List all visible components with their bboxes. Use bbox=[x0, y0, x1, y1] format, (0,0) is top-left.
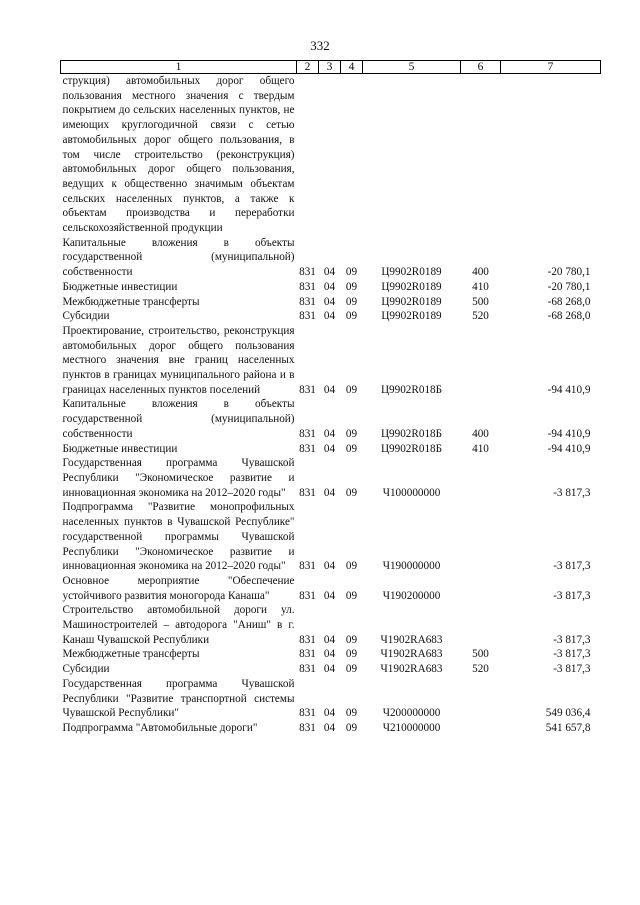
row-amount-cell: -3 817,3 bbox=[553, 589, 591, 602]
table-row bbox=[61, 721, 601, 736]
row-amount-cell: -3 817,3 bbox=[553, 560, 591, 573]
row-target-article-cell: Ц9902R0189 bbox=[381, 310, 442, 323]
row-section-cell: 04 bbox=[323, 486, 336, 499]
row-name-cell: Межбюджетные трансферты bbox=[62, 648, 200, 661]
table-row bbox=[61, 280, 601, 295]
row-name-cell: Подпрограмма "Автомобильные дороги" bbox=[62, 721, 258, 734]
header-col-4: 4 bbox=[341, 61, 363, 74]
table-row bbox=[61, 309, 601, 324]
row-subsection-cell: 09 bbox=[345, 560, 358, 573]
row-amount-cell: -3 817,3 bbox=[553, 663, 591, 676]
row-target-article-cell: Ц9902R0189 bbox=[381, 295, 442, 308]
row-grbs-cell: 831 bbox=[299, 486, 316, 499]
row-expense-type-cell bbox=[461, 324, 501, 398]
row-subsection-cell: 09 bbox=[345, 280, 358, 293]
table-row bbox=[61, 662, 601, 677]
row-expense-type-cell: 500 bbox=[472, 648, 489, 661]
row-name-cell: Основное мероприятие "Обеспечение устойчивого развития моногорода Канаша" bbox=[62, 574, 295, 602]
row-target-article-cell: Ч1902RA683 bbox=[380, 663, 443, 676]
row-section-cell: 04 bbox=[323, 721, 336, 734]
row-amount-cell: 549 036,4 bbox=[545, 707, 591, 720]
row-name-cell: Капитальные вложения в объекты государственной (муниципальной) собственности bbox=[62, 236, 295, 279]
row-grbs-cell: 831 bbox=[299, 589, 316, 602]
row-section-cell: 04 bbox=[323, 310, 336, 323]
row-target-article-cell: Ц9902R0189 bbox=[381, 266, 442, 279]
table-row bbox=[61, 647, 601, 662]
row-expense-type-cell bbox=[461, 574, 501, 603]
row-name-cell: Капитальные вложения в объекты государственной (муниципальной) собственности bbox=[62, 398, 295, 440]
header-col-6: 6 bbox=[461, 61, 501, 74]
header-row bbox=[61, 61, 601, 74]
row-expense-type-cell: 410 bbox=[472, 280, 489, 293]
row-name-cell: струкция) автомобильных дорог общего пользования местного значения с твердым покрытием до сельских населенных пунктов, не имеющих круглогодичной связи с сетью автомобильных дорог общего пользования, в том числе строительство (реконструкция) автомобильных дорог общего пользования, ведущих к общественно значимым объектам сельских населенных пунктов, а также к объектам производства и переработки сельскохозяйственной продукции bbox=[62, 75, 295, 235]
row-expense-type-cell: 500 bbox=[472, 295, 489, 308]
row-name-cell: Субсидии bbox=[62, 663, 110, 676]
table-row bbox=[61, 397, 601, 441]
table-row bbox=[61, 677, 601, 721]
row-grbs-cell: 831 bbox=[299, 383, 316, 396]
row-amount-cell: -3 817,3 bbox=[553, 633, 591, 646]
row-subsection-cell: 09 bbox=[345, 442, 358, 455]
row-name-cell: Субсидии bbox=[62, 310, 110, 323]
row-section-cell: 04 bbox=[323, 266, 336, 279]
row-section-cell: 04 bbox=[323, 648, 336, 661]
header-col-1: 1 bbox=[61, 61, 297, 74]
row-amount-cell: -3 817,3 bbox=[553, 486, 591, 499]
row-target-article-cell: Ч100000000 bbox=[382, 486, 441, 499]
row-section-cell: 04 bbox=[323, 383, 336, 396]
row-name-cell: Бюджетные инвестиции bbox=[62, 280, 178, 293]
table-row bbox=[61, 236, 601, 280]
row-grbs-cell: 831 bbox=[299, 560, 316, 573]
row-target-article-cell: Ч200000000 bbox=[382, 707, 441, 720]
row-expense-type-cell bbox=[461, 456, 501, 500]
row-expense-type-cell: 520 bbox=[472, 663, 489, 676]
row-grbs-cell: 831 bbox=[299, 721, 316, 734]
table-row bbox=[61, 456, 601, 500]
row-subsection-cell: 09 bbox=[345, 589, 358, 602]
row-amount-cell: -94 410,9 bbox=[547, 427, 591, 440]
row-amount-cell: 541 657,8 bbox=[545, 721, 591, 734]
row-target-article-cell: Ч1902RA683 bbox=[380, 633, 443, 646]
row-target-article-cell: Ч210000000 bbox=[382, 721, 441, 734]
row-expense-type-cell: 520 bbox=[472, 310, 489, 323]
row-expense-type-cell: 400 bbox=[472, 266, 489, 279]
table-row bbox=[61, 500, 601, 574]
row-name-cell: Государственная программа Чувашской Республики "Развитие транспортной системы Чувашской Республики" bbox=[62, 677, 295, 720]
row-section-cell: 04 bbox=[323, 633, 336, 646]
row-section-cell: 04 bbox=[323, 295, 336, 308]
row-subsection-cell: 09 bbox=[345, 383, 358, 396]
row-subsection-cell: 09 bbox=[345, 295, 358, 308]
row-subsection-cell: 09 bbox=[345, 721, 358, 734]
row-subsection-cell bbox=[341, 74, 363, 236]
row-target-article-cell: Ц9902R018Б bbox=[380, 442, 443, 455]
row-grbs-cell: 831 bbox=[299, 633, 316, 646]
header-col-2: 2 bbox=[297, 61, 319, 74]
row-grbs-cell: 831 bbox=[299, 280, 316, 293]
row-grbs-cell: 831 bbox=[299, 310, 316, 323]
row-subsection-cell: 09 bbox=[345, 427, 358, 440]
table-row bbox=[61, 442, 601, 457]
row-subsection-cell: 09 bbox=[345, 663, 358, 676]
row-subsection-cell: 09 bbox=[345, 648, 358, 661]
row-grbs-cell: 831 bbox=[299, 648, 316, 661]
row-name-cell: Межбюджетные трансферты bbox=[62, 295, 200, 308]
row-grbs-cell bbox=[297, 74, 319, 236]
row-subsection-cell: 09 bbox=[345, 486, 358, 499]
row-expense-type-cell bbox=[461, 500, 501, 574]
table-row bbox=[61, 295, 601, 310]
row-section-cell: 04 bbox=[323, 663, 336, 676]
row-name-cell: Проектирование, строительство, реконструкция автомобильных дорог общего пользования местного значения вне границ населенных пунктов в границах муниципального района и в границах населенных пунктов поселений bbox=[62, 324, 295, 396]
row-amount-cell bbox=[501, 74, 601, 236]
row-expense-type-cell bbox=[461, 721, 501, 736]
row-grbs-cell: 831 bbox=[299, 295, 316, 308]
row-target-article-cell: Ч1902RA683 bbox=[380, 648, 443, 661]
row-section-cell: 04 bbox=[323, 707, 336, 720]
row-expense-type-cell bbox=[461, 74, 501, 236]
row-subsection-cell: 09 bbox=[345, 707, 358, 720]
row-grbs-cell: 831 bbox=[299, 663, 316, 676]
row-section-cell bbox=[319, 74, 341, 236]
row-section-cell: 04 bbox=[323, 280, 336, 293]
table-row bbox=[61, 74, 601, 236]
row-target-article-cell: Ч190200000 bbox=[382, 589, 441, 602]
row-section-cell: 04 bbox=[323, 442, 336, 455]
row-section-cell: 04 bbox=[323, 560, 336, 573]
table-row bbox=[61, 603, 601, 647]
row-amount-cell: -20 780,1 bbox=[547, 266, 591, 279]
row-target-article-cell bbox=[363, 74, 461, 236]
budget-table bbox=[60, 60, 601, 736]
row-grbs-cell: 831 bbox=[299, 707, 316, 720]
row-grbs-cell: 831 bbox=[299, 442, 316, 455]
row-amount-cell: -68 268,0 bbox=[547, 295, 591, 308]
row-expense-type-cell bbox=[461, 677, 501, 721]
header-col-3: 3 bbox=[319, 61, 341, 74]
header-col-7: 7 bbox=[501, 61, 601, 74]
row-name-cell: Бюджетные инвестиции bbox=[62, 442, 178, 455]
row-amount-cell: -3 817,3 bbox=[553, 648, 591, 661]
row-section-cell: 04 bbox=[323, 427, 336, 440]
row-expense-type-cell: 400 bbox=[472, 427, 489, 440]
row-name-cell: Государственная программа Чувашской Республики "Экономическое развитие и инновационная экономика на 2012–2020 годы" bbox=[62, 457, 295, 499]
row-section-cell: 04 bbox=[323, 589, 336, 602]
row-subsection-cell: 09 bbox=[345, 633, 358, 646]
row-target-article-cell: Ц9902R018Б bbox=[380, 427, 443, 440]
row-name-cell: Строительство автомобильной дороги ул. Машиностроителей – автодорога "Аниш" в г. Канаш Чувашской Республики bbox=[62, 604, 295, 646]
row-target-article-cell: Ц9902R0189 bbox=[381, 280, 442, 293]
row-grbs-cell: 831 bbox=[299, 266, 316, 279]
table-row bbox=[61, 574, 601, 603]
row-subsection-cell: 09 bbox=[345, 310, 358, 323]
row-amount-cell: -68 268,0 bbox=[547, 310, 591, 323]
table-row bbox=[61, 324, 601, 398]
row-name-cell: Подпрограмма "Развитие монопрофильных населенных пунктов в Чувашской Республике" государственной программы Чувашской Республики "Экономическое развитие и инновационная экономика на 2012–2020 годы" bbox=[62, 501, 295, 573]
row-amount-cell: -20 780,1 bbox=[547, 280, 591, 293]
row-expense-type-cell bbox=[461, 603, 501, 647]
row-grbs-cell: 831 bbox=[299, 427, 316, 440]
row-subsection-cell: 09 bbox=[345, 266, 358, 279]
header-col-5: 5 bbox=[363, 61, 461, 74]
row-target-article-cell: Ц9902R018Б bbox=[380, 383, 443, 396]
row-expense-type-cell: 410 bbox=[472, 442, 489, 455]
row-amount-cell: -94 410,9 bbox=[547, 442, 591, 455]
row-target-article-cell: Ч190000000 bbox=[382, 560, 441, 573]
row-amount-cell: -94 410,9 bbox=[547, 383, 591, 396]
page-number: 332 bbox=[310, 38, 330, 53]
